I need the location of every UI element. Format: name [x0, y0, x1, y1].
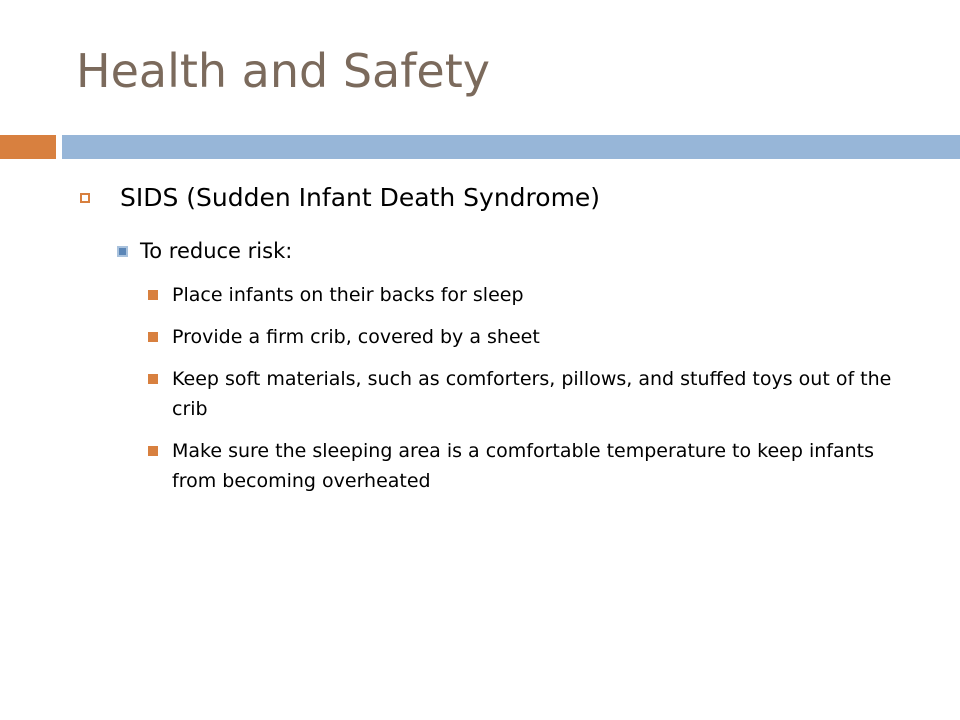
list-item	[148, 436, 908, 496]
framed-square-icon	[117, 246, 128, 257]
list-item	[148, 364, 908, 424]
main-bullet	[120, 178, 600, 218]
list-item-text: Provide a firm crib, covered by a sheet	[172, 326, 540, 348]
sub-bullet	[140, 233, 292, 269]
sub-bullet-text: To reduce risk:	[140, 239, 293, 263]
list-item-text: Keep soft materials, such as comforters, pillows, and stuffed toys out of the crib	[172, 368, 892, 420]
list-item	[148, 322, 908, 352]
risk-reduction-list	[148, 280, 908, 508]
list-item-text: Make sure the sleeping area is a comfortable temperature to keep infants from becoming overheated	[172, 440, 875, 492]
slide-title: Health and Safety	[76, 44, 490, 98]
main-bullet-text: SIDS (Sudden Infant Death Syndrome)	[120, 183, 601, 212]
list-item-text: Place infants on their backs for sleep	[172, 284, 524, 306]
filled-square-icon	[148, 374, 158, 384]
list-item	[148, 280, 908, 310]
square-outline-icon	[80, 193, 90, 203]
filled-square-icon	[148, 446, 158, 456]
filled-square-icon	[148, 332, 158, 342]
filled-square-icon	[148, 290, 158, 300]
